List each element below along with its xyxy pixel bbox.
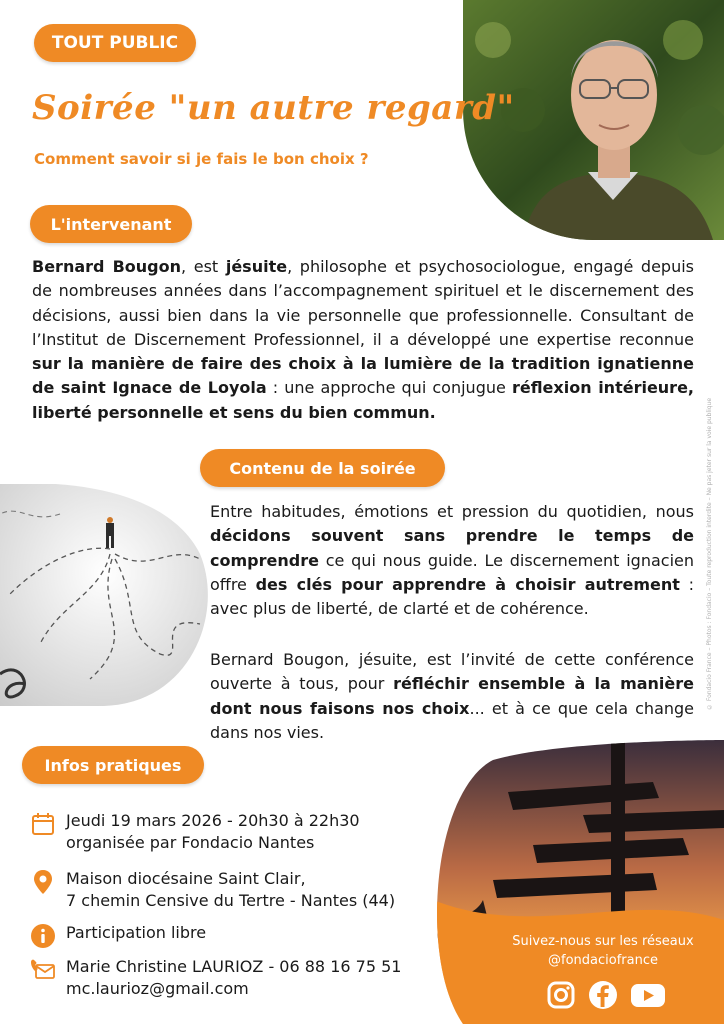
instagram-icon[interactable] — [546, 980, 576, 1010]
info-date — [30, 810, 360, 854]
contenu-text-1: Entre habitudes, émotions et pression du quotidien, nous — [210, 502, 694, 521]
info-icon — [30, 923, 56, 949]
calendar-icon — [30, 811, 56, 837]
contenu-text-2: ce qui nous guide. Le discernement ignacien offre — [210, 550, 694, 594]
info-contact — [30, 956, 401, 1000]
choice-paths-photo — [0, 484, 210, 706]
bio-bold-2: sur la manière de faire des choix à la lumière de la tradition ignatienne de saint Ignace de Loyola — [32, 354, 694, 398]
section-heading-infos: Infos pratiques — [22, 746, 204, 784]
contenu-bold-2: des clés pour apprendre à choisir autrement — [255, 574, 680, 594]
price-text: Participation libre — [66, 923, 207, 942]
place-address: 7 chemin Censive du Tertre - Nantes (44) — [66, 891, 396, 910]
info-place — [30, 868, 395, 912]
section-heading-intervenant: L'intervenant — [30, 205, 192, 243]
audience-badge: TOUT PUBLIC — [34, 24, 196, 62]
section-heading-contenu: Contenu de la soirée — [200, 449, 445, 487]
contact-email[interactable]: mc.laurioz@gmail.com — [66, 979, 249, 998]
contenu-paragraph-2 — [210, 648, 694, 745]
event-title: Soirée "un autre regard" — [32, 88, 515, 128]
social-block — [488, 932, 718, 970]
social-follow-text: Suivez-nous sur les réseaux — [512, 934, 694, 949]
bio-bold-1: jésuite — [225, 257, 288, 276]
bio-text-1: , est — [181, 257, 226, 276]
bio-text-2: , philosophe et psychosociologue, engagé depuis de nombreuses années dans l’accompagnement spirituel et le discernement des décisions, aussi bien dans la vie personnelle que professionnelle. Consultant de l’Institut de Discernement Professionnel, il a développé une expertise reconnue — [32, 257, 695, 349]
location-pin-icon — [30, 869, 56, 895]
contenu-paragraph-1 — [210, 500, 694, 621]
organizer-line: organisée par Fondacio Nantes — [66, 833, 315, 852]
social-icons — [546, 980, 666, 1010]
facebook-icon[interactable] — [588, 980, 618, 1010]
info-price — [30, 922, 206, 949]
contenu-text-3: : avec plus de liberté, de clarté et de cohérence. — [210, 574, 694, 619]
event-subtitle: Comment savoir si je fais le bon choix ? — [34, 150, 369, 168]
speaker-bio — [32, 255, 694, 425]
phone-mail-icon — [30, 957, 56, 983]
social-handle: @fondaciofrance — [548, 953, 658, 968]
date-line: Jeudi 19 mars 2026 - 20h30 à 22h30 — [66, 811, 360, 830]
place-name: Maison diocésaine Saint Clair, — [66, 869, 306, 888]
contenu-text-4: Bernard Bougon, jésuite, est l’invité de cette conférence ouverte à tous, pour — [210, 650, 694, 694]
youtube-icon[interactable] — [630, 980, 666, 1010]
contenu-bold-3: réfléchir ensemble à la manière dont nous faisons nos choix — [210, 674, 695, 718]
bio-bold-3: réflexion intérieure, liberté personnelle et sens du bien commun. — [32, 378, 695, 422]
speaker-name: Bernard Bougon — [32, 257, 182, 276]
contact-name-phone: Marie Christine LAURIOZ - 06 88 16 75 51 — [66, 957, 402, 976]
copyright-notice: © Fondacio France – Photos : Fondacio – Toute reproduction interdite – Ne pas jeter sur la voie publique — [706, 397, 713, 710]
contenu-bold-1: décidons souvent sans prendre le temps de comprendre — [210, 526, 694, 570]
bio-text-3: : une approche qui conjugue — [266, 378, 512, 398]
contenu-text-5: ... et à ce que cela change dans nos vies. — [210, 698, 695, 742]
